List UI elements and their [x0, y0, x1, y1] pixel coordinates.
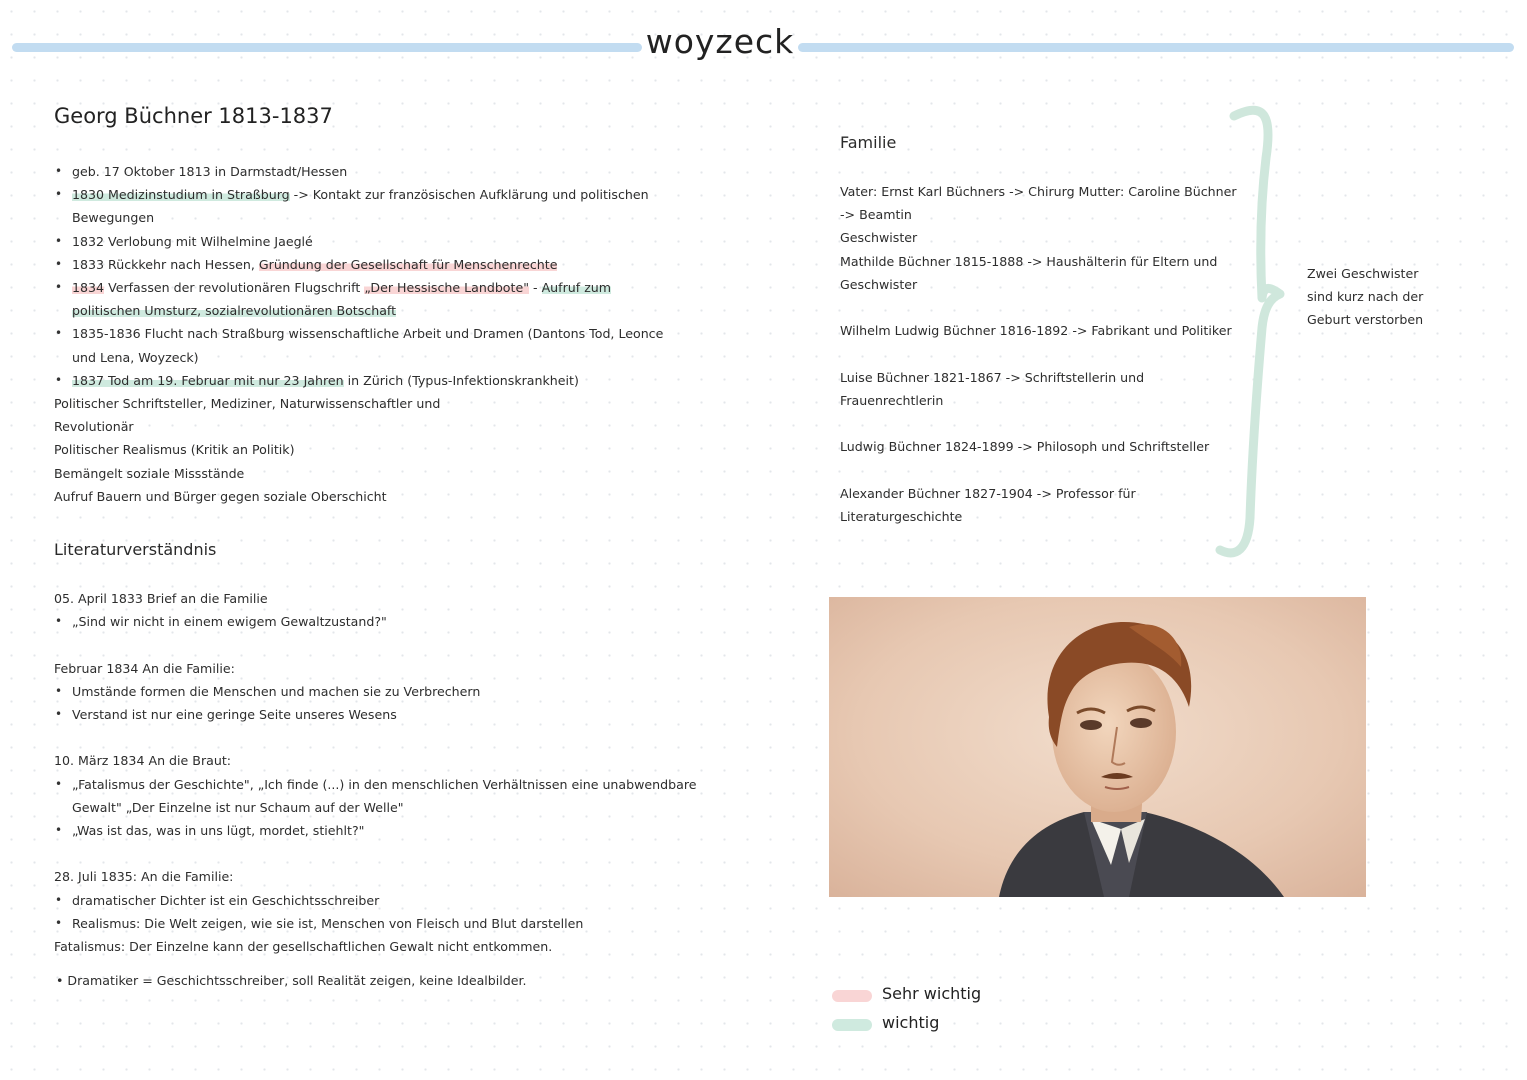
highlight-wichtig: Aufruf zum: [541, 280, 612, 296]
family-line: [840, 250, 1237, 273]
family-line: [840, 273, 1237, 296]
text-segment: Verfassen der revolutionären Flugschrift: [104, 280, 365, 296]
literature-final-note: • Dramatiker = Geschichtsschreiber, soll Realität zeigen, keine Idealbilder.: [56, 973, 527, 988]
highlight-sehr-wichtig: „Der Hessische Landbote": [364, 280, 529, 296]
literature-line: [54, 657, 697, 680]
family-line: [840, 435, 1237, 458]
highlight-wichtig: 1837 Tod am 19. Februar mit nur 23 Jahren: [72, 372, 344, 388]
literature-line: [54, 935, 697, 958]
text-segment: Ludwig Büchner 1824-1899 -> Philosoph und Schriftsteller: [840, 439, 1210, 455]
portrait-image: [829, 597, 1366, 897]
text-segment: 05. April 1833 Brief an die Familie: [54, 591, 268, 606]
highlight-wichtig: politischen Umsturz, sozialrevolutionären Botschaft: [72, 303, 397, 319]
text-segment: und Lena, Woyzeck): [72, 349, 199, 365]
spacer: [54, 633, 697, 656]
text-segment: Bemängelt soziale Missstände: [54, 465, 245, 481]
biography-bullet: [54, 160, 663, 183]
biography-bullet: [54, 253, 663, 276]
biography-line: [54, 206, 663, 229]
legend-label: Sehr wichtig: [882, 984, 982, 1003]
side-note-line: Geburt verstorben: [1307, 312, 1424, 328]
literature-line: [54, 796, 697, 819]
biography-line: [54, 438, 663, 461]
text-segment: Literaturgeschichte: [840, 508, 963, 524]
text-segment: Geschwister: [840, 230, 918, 246]
biography-line: [54, 462, 663, 485]
text-segment: Fatalismus: Der Einzelne kann der gesellschaftlichen Gewalt nicht entkommen.: [54, 939, 553, 954]
family-line: [840, 319, 1237, 342]
highlight-sehr-wichtig: 1834: [72, 280, 105, 296]
text-segment: -> Beamtin: [840, 207, 912, 223]
highlight-wichtig: 1830 Medizinstudium in Straßburg: [72, 187, 290, 203]
text-segment: Revolutionär: [54, 419, 134, 435]
biography-bullet: [54, 276, 663, 299]
text-segment: 1832 Verlobung mit Wilhelmine Jaeglé: [72, 233, 313, 249]
text-segment: „Sind wir nicht in einem ewigem Gewaltzustand?": [72, 614, 387, 630]
text-segment: Politischer Schriftsteller, Mediziner, Naturwissenschaftler und: [54, 396, 441, 412]
literature-bullet: [54, 912, 697, 935]
literature-line: [54, 749, 697, 772]
text-segment: Geschwister: [840, 276, 918, 292]
text-segment: „Fatalismus der Geschichte", „Ich finde (...) in den menschlichen Verhältnissen eine unabwendbare: [72, 776, 697, 792]
text-segment: Februar 1834 An die Familie:: [54, 660, 235, 676]
text-segment: -: [529, 280, 542, 296]
text-segment: Bewegungen: [72, 210, 155, 226]
text-segment: in Zürich (Typus-Infektionskrankheit): [343, 372, 579, 388]
biography-list: [54, 160, 663, 508]
text-segment: 28. Juli 1835: An die Familie:: [54, 869, 234, 885]
title-line-right: [798, 43, 1514, 52]
biography-line: [54, 299, 663, 322]
spacer: [840, 342, 1237, 365]
literature-list: [54, 587, 697, 958]
legend-label: wichtig: [882, 1013, 940, 1032]
text-segment: dramatischer Dichter ist ein Geschichtsschreiber: [72, 892, 380, 908]
text-segment: „Was ist das, was in uns lügt, mordet, stiehlt?": [72, 823, 365, 838]
text-segment: Vater: Ernst Karl Büchners -> Chirurg Mutter: Caroline Büchner: [840, 184, 1237, 199]
literature-heading: Literaturverständnis: [54, 540, 217, 559]
family-line: [840, 482, 1237, 505]
family-list: [840, 180, 1237, 528]
text-segment: -> Kontakt zur französischen Aufklärung und politischen: [289, 187, 649, 203]
text-segment: Aufruf Bauern und Bürger gegen soziale Oberschicht: [54, 488, 387, 504]
legend-swatch: [832, 1019, 872, 1031]
text-segment: Luise Büchner 1821-1867 -> Schriftstellerin und: [840, 369, 1145, 385]
side-note-line: sind kurz nach der: [1307, 289, 1424, 305]
literature-line: [54, 865, 697, 888]
biography-line: [54, 392, 663, 415]
text-segment: 10. März 1834 An die Braut:: [54, 753, 232, 769]
family-line: [840, 203, 1237, 226]
biography-bullet: [54, 183, 663, 206]
spacer: [54, 726, 697, 749]
biography-bullet: [54, 322, 663, 345]
spacer: [840, 412, 1237, 435]
highlight-sehr-wichtig: Gründung der Gesellschaft für Menschenrechte: [258, 256, 558, 272]
biography-bullet: [54, 230, 663, 253]
literature-bullet: [54, 819, 697, 842]
spacer: [840, 296, 1237, 319]
biography-line: [54, 485, 663, 508]
biography-heading: Georg Büchner 1813-1837: [54, 104, 333, 128]
text-segment: 1833 Rückkehr nach Hessen,: [72, 256, 259, 272]
side-note: [1307, 262, 1423, 332]
text-segment: geb. 17 Oktober 1813 in Darmstadt/Hessen: [72, 164, 348, 179]
biography-bullet: [54, 369, 663, 392]
page-title: woyzeck: [645, 22, 795, 61]
text-segment: 1835-1836 Flucht nach Straßburg wissenschaftliche Arbeit und Dramen (Dantons Tod, Leonce: [72, 326, 664, 342]
family-line: [840, 180, 1237, 203]
side-note-line: Zwei Geschwister: [1307, 266, 1419, 281]
text-segment: Gewalt" „Der Einzelne ist nur Schaum auf der Welle": [72, 799, 404, 815]
text-segment: Alexander Büchner 1827-1904 -> Professor für: [840, 485, 1136, 501]
literature-line: [54, 587, 697, 610]
text-segment: Verstand ist nur eine geringe Seite unseres Wesens: [72, 707, 397, 722]
literature-bullet: [54, 889, 697, 912]
spacer: [54, 842, 697, 865]
curly-brace-icon: [1210, 98, 1290, 568]
text-segment: Wilhelm Ludwig Büchner 1816-1892 -> Fabrikant und Politiker: [840, 323, 1232, 339]
literature-bullet: [54, 610, 697, 633]
text-segment: Umstände formen die Menschen und machen sie zu Verbrechern: [72, 683, 481, 699]
literature-bullet: [54, 703, 697, 726]
legend-swatch: [832, 990, 872, 1002]
text-segment: Mathilde Büchner 1815-1888 -> Haushälterin für Eltern und: [840, 253, 1218, 269]
family-line: [840, 505, 1237, 528]
text-segment: Frauenrechtlerin: [840, 392, 944, 408]
biography-line: [54, 346, 663, 369]
family-heading: Familie: [840, 133, 897, 152]
biography-line: [54, 415, 663, 438]
spacer: [840, 458, 1237, 481]
family-line: [840, 226, 1237, 249]
family-line: [840, 366, 1237, 389]
text-segment: Realismus: Die Welt zeigen, wie sie ist, Menschen von Fleisch und Blut darstellen: [72, 915, 584, 931]
literature-bullet: [54, 680, 697, 703]
text-segment: Politischer Realismus (Kritik an Politik): [54, 442, 295, 458]
family-line: [840, 389, 1237, 412]
literature-bullet: [54, 773, 697, 796]
title-line-left: [12, 43, 642, 52]
